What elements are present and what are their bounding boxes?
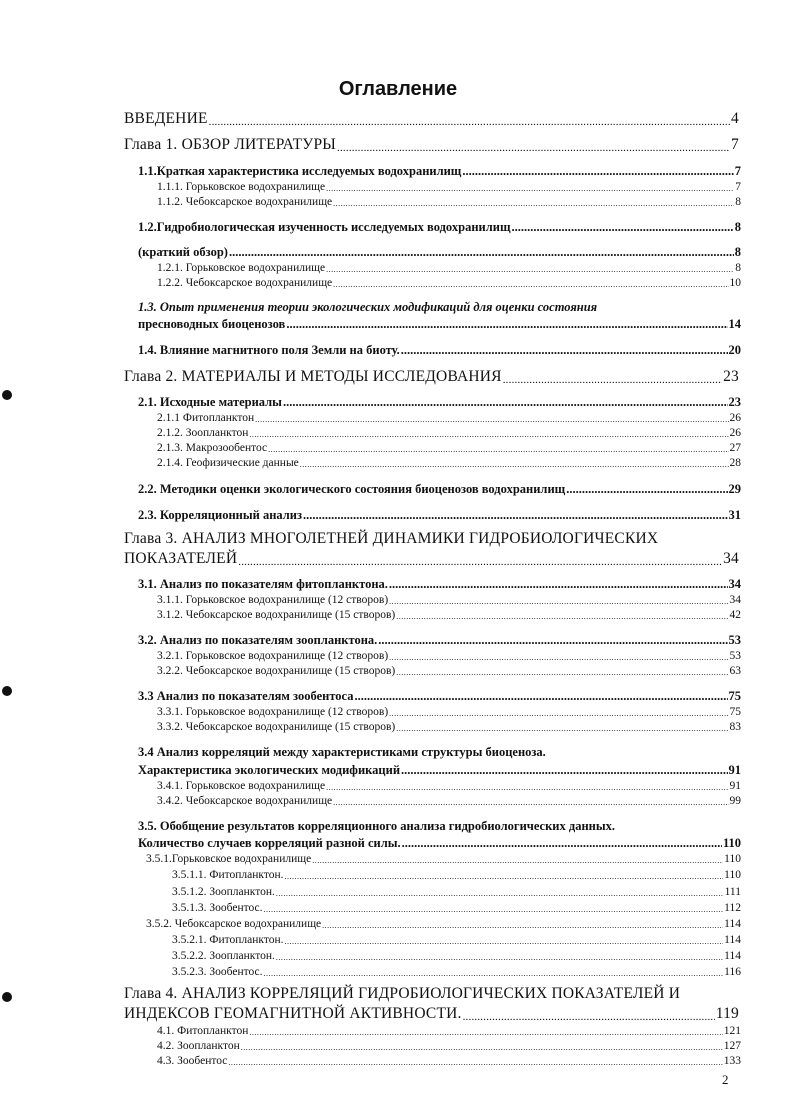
toc-page-number: 29 [728, 482, 741, 496]
leader-dots [249, 430, 728, 439]
leader-dots [241, 1043, 723, 1052]
toc-entry-subsection[interactable] [146, 853, 741, 865]
leader-dots [326, 783, 728, 792]
toc-entry-subsection[interactable] [157, 196, 741, 208]
toc-page-number: 75 [728, 689, 741, 703]
toc-entry-subsection[interactable] [172, 966, 741, 978]
toc-entry-text: 3.3.2. Чебоксарское водохранилище (15 створов) [157, 721, 396, 733]
toc-entry-text: 3.5. Обобщение результатов корреляционного анализа гидробиологических данных. [138, 819, 615, 833]
leader-dots [326, 265, 734, 274]
toc-entry-chapter-3[interactable] [124, 550, 739, 568]
toc-entry-text: 1.1.2. Чебоксарское водохранилище [157, 196, 333, 208]
leader-dots [462, 164, 733, 179]
toc-page-number: 34 [729, 594, 741, 606]
toc-page-number: 34 [723, 550, 739, 567]
leader-dots [401, 343, 728, 358]
leader-dots [396, 612, 728, 621]
toc-entry-text: 3.5.2.1. Фитопланктон. [172, 934, 284, 946]
toc-entry-subsection[interactable] [172, 902, 741, 914]
toc-entry-subsection[interactable] [172, 934, 741, 946]
toc-entry-section[interactable] [138, 220, 741, 235]
leader-dots [276, 889, 724, 898]
leader-dots [284, 937, 723, 946]
toc-entry-section[interactable] [138, 245, 741, 260]
toc-entry-text: 1.1.Краткая характеристика исследуемых водохранилищ [138, 164, 462, 178]
toc-page-number: 8 [734, 245, 741, 259]
leader-dots [389, 709, 728, 718]
toc-entry-text: 2.1. Исходные материалы [138, 395, 282, 409]
leader-dots [512, 220, 734, 235]
toc-page-number: 53 [729, 650, 741, 662]
toc-entry-section[interactable] [138, 763, 741, 778]
toc-entry-subsection[interactable] [157, 609, 741, 621]
toc-entry-text: 3.3.1. Горьковское водохранилище (12 створов) [157, 706, 389, 718]
leader-dots [503, 374, 722, 386]
toc-page-number: 91 [728, 763, 741, 777]
toc-page-number: 114 [724, 934, 741, 946]
toc-entry-text: 3.1.2. Чебоксарское водохранилище (15 створов) [157, 609, 396, 621]
toc-entry-subsection[interactable] [157, 665, 741, 677]
toc-page-number: 119 [715, 1005, 739, 1022]
toc-page-number: 31 [728, 508, 741, 522]
toc-page-number: 42 [729, 609, 741, 621]
toc-page-number: 116 [724, 966, 741, 978]
toc-page-number: 14 [728, 317, 741, 331]
toc-page-number: 8 [734, 220, 741, 234]
punch-hole-mark [2, 390, 12, 400]
toc-page-number: 23 [723, 368, 739, 385]
toc-entry-text: 3.1. Анализ по показателям фитопланктона. [138, 577, 388, 591]
toc-entry-text: 3.4.1. Горьковское водохранилище [157, 780, 326, 792]
toc-page-number: 111 [724, 886, 741, 898]
toc-entry-section[interactable] [138, 343, 741, 358]
toc-entry-text: 3.2.2. Чебоксарское водохранилище (15 створов) [157, 665, 396, 677]
toc-entry-subsection[interactable] [172, 869, 741, 881]
leader-dots [300, 460, 729, 469]
toc-entry-text: 3.5.2. Чебоксарское водохранилище [146, 918, 322, 930]
toc-page-number: 26 [729, 412, 741, 424]
toc-page-number: 53 [728, 633, 741, 647]
leader-dots [229, 245, 734, 260]
toc-page-number: 83 [729, 721, 741, 733]
toc-entry-text: 3.5.1.1. Фитопланктон. [172, 869, 284, 881]
toc-entry-subsection[interactable] [157, 721, 741, 733]
toc-page-number: 28 [729, 457, 741, 469]
punch-hole-mark [2, 992, 12, 1002]
leader-dots [333, 280, 728, 289]
toc-entry-subsection[interactable] [157, 442, 741, 454]
toc-entry-text: (краткий обзор) [138, 245, 228, 259]
toc-page-number: 112 [724, 902, 741, 914]
toc-entry-subsection[interactable] [157, 795, 741, 807]
toc-entry-text: Глава 2. МАТЕРИАЛЫ И МЕТОДЫ ИССЛЕДОВАНИЯ [124, 368, 502, 385]
toc-entry-section[interactable] [138, 508, 741, 523]
punch-hole-mark [2, 686, 12, 696]
toc-page-number: 114 [724, 918, 741, 930]
toc-entry-text: 1.1.1. Горьковское водохранилище [157, 181, 326, 193]
toc-entry-subsection[interactable] [157, 780, 741, 792]
toc-entry-text: Характеристика экологических модификаций [138, 763, 401, 777]
toc-entry-text: 3.5.1.Горьковское водохранилище [146, 853, 312, 865]
leader-dots [209, 116, 730, 128]
toc-page-number: 121 [723, 1025, 741, 1037]
toc-page-number: 7 [731, 136, 739, 153]
toc-entry-text: 3.4 Анализ корреляций между характеристиками структуры биоценоза. [138, 745, 546, 759]
toc-page-number: 75 [729, 706, 741, 718]
toc-entry-section[interactable] [138, 633, 741, 648]
leader-dots [255, 415, 728, 424]
toc-entry-text: 4.2. Зоопланктон [157, 1040, 240, 1052]
toc-entry-text: 1.2.Гидробиологическая изученность исследуемых водохранилищ [138, 220, 511, 234]
leader-dots [337, 142, 730, 154]
toc-entry-chapter-1[interactable] [124, 136, 739, 154]
leader-dots [283, 395, 728, 410]
toc-page-number: 4 [731, 110, 739, 127]
toc-entry-section[interactable] [138, 689, 741, 704]
toc-entry-subsection[interactable] [157, 181, 741, 193]
toc-entry-section[interactable] [138, 395, 741, 410]
toc-entry-subsection[interactable] [157, 277, 741, 289]
leader-dots [276, 953, 723, 962]
leader-dots [463, 1011, 715, 1023]
toc-entry-text: 3.2. Анализ по показателям зоопланктона. [138, 633, 378, 647]
toc-entry-chapter-2[interactable] [124, 368, 739, 386]
leader-dots [333, 798, 728, 807]
toc-page-number: 8 [735, 262, 741, 274]
toc-entry-subsection[interactable] [157, 412, 741, 424]
page-title: Оглавление [338, 78, 458, 100]
toc-entry-text: 2.1.2. Зоопланктон [157, 427, 249, 439]
toc-entry-text: 2.1.4. Геофизические данные [157, 457, 299, 469]
toc-entry-subsection[interactable] [157, 1040, 741, 1052]
toc-entry-text: 1.4. Влияние магнитного поля Земли на биоту. [138, 343, 400, 357]
toc-entry-subsection[interactable] [157, 706, 741, 718]
toc-entry-subsection[interactable] [146, 918, 741, 930]
leader-dots [566, 482, 727, 497]
toc-entry-text: Глава 4. АНАЛИЗ КОРРЕЛЯЦИЙ ГИДРОБИОЛОГИЧЕСКИХ ПОКАЗАТЕЛЕЙ И [124, 985, 681, 1002]
toc-entry-text: 1.2.2. Чебоксарское водохранилище [157, 277, 333, 289]
toc-entry-text: 3.3 Анализ по показателям зообентоса [138, 689, 354, 703]
leader-dots [228, 1058, 722, 1067]
toc-page-number: 26 [729, 427, 741, 439]
toc-page-number: 27 [729, 442, 741, 454]
toc-entry-section[interactable] [138, 317, 741, 332]
toc-entry-text: 3.5.2.2. Зоопланктон. [172, 950, 275, 962]
toc-entry-subsection[interactable] [157, 594, 741, 606]
leader-dots [401, 763, 727, 778]
toc-entry-text: 3.5.1.2. Зоопланктон. [172, 886, 275, 898]
toc-entry-chapter-4[interactable] [124, 1005, 739, 1023]
leader-dots [322, 921, 723, 930]
toc-entry-text: Глава 1. ОБЗОР ЛИТЕРАТУРЫ [124, 136, 337, 153]
toc-page-number: 91 [729, 780, 741, 792]
toc-entry-text: 3.2.1. Горьковское водохранилище (12 створов) [157, 650, 389, 662]
leader-dots [396, 724, 728, 733]
toc-entry-subsection[interactable] [157, 262, 741, 274]
toc-entry-text: 3.5.2.3. Зообентос. [172, 966, 263, 978]
toc-page-number: 110 [722, 836, 741, 850]
leader-dots [249, 1028, 722, 1037]
toc-entry-text: ИНДЕКСОВ ГЕОМАГНИТНОЙ АКТИВНОСТИ. [124, 1005, 462, 1022]
toc-page-number: 10 [729, 277, 741, 289]
toc-entry-text: 2.1.3. Макрозообентос [157, 442, 268, 454]
toc-entry-text: 2.3. Корреляционный анализ [138, 508, 302, 522]
toc-entry-subsection[interactable] [172, 886, 741, 898]
toc-page-number: 7 [735, 181, 741, 193]
toc-entry-text: Количество случаев корреляций разной силы. [138, 836, 401, 850]
toc-entry-text: 3.4.2. Чебоксарское водохранилище [157, 795, 333, 807]
toc-entry-text: пресноводных биоценозов [138, 317, 286, 331]
toc-entry-text: 1.2.1. Горьковское водохранилище [157, 262, 326, 274]
toc-page-number: 110 [724, 853, 741, 865]
leader-dots [238, 556, 722, 568]
leader-dots [396, 668, 728, 677]
toc-page-number: 114 [724, 950, 741, 962]
leader-dots [263, 969, 723, 978]
toc-page-number: 20 [728, 343, 741, 357]
leader-dots [263, 905, 723, 914]
toc-entry-subsection[interactable] [172, 950, 741, 962]
toc-entry-text: ВВЕДЕНИЕ [124, 110, 208, 127]
page-number: 2 [722, 1072, 729, 1087]
leader-dots [333, 199, 734, 208]
toc-entry-text: ПОКАЗАТЕЛЕЙ [124, 550, 238, 567]
leader-dots [402, 836, 722, 851]
leader-dots [378, 633, 727, 648]
toc-entry-subsection[interactable] [157, 1055, 741, 1067]
leader-dots [286, 317, 727, 332]
toc-entry-text: Глава 3. АНАЛИЗ МНОГОЛЕТНЕЙ ДИНАМИКИ ГИДРОБИОЛОГИЧЕСКИХ [124, 530, 659, 547]
toc-entry-text: 2.1.1 Фитопланктон [157, 412, 255, 424]
toc-entry-text: 4.1. Фитопланктон [157, 1025, 249, 1037]
leader-dots [389, 653, 728, 662]
toc-entry-text: 1.3. Опыт применения теории экологических модификаций для оценки состояния [138, 300, 598, 314]
leader-dots [326, 184, 734, 193]
toc-page-number: 99 [729, 795, 741, 807]
toc-entry-introduction[interactable] [124, 110, 739, 128]
toc-entry-text: 3.1.1. Горьковское водохранилище (12 створов) [157, 594, 389, 606]
toc-entry-subsection[interactable] [157, 457, 741, 469]
leader-dots [389, 577, 728, 592]
toc-entry-text: 4.3. Зообентос [157, 1055, 228, 1067]
toc-entry-subsection[interactable] [157, 427, 741, 439]
toc-page-number: 23 [728, 395, 741, 409]
toc-page-number: 110 [724, 869, 741, 881]
leader-dots [389, 597, 728, 606]
toc-entry-section[interactable] [138, 164, 741, 179]
toc-entry-text: 2.2. Методики оценки экологического состояния биоценозов водохранилищ [138, 482, 566, 496]
toc-page-number: 133 [723, 1055, 741, 1067]
leader-dots [303, 508, 728, 523]
leader-dots [268, 445, 728, 454]
toc-entry-subsection[interactable] [157, 650, 741, 662]
toc-page-number: 34 [728, 577, 741, 591]
leader-dots [355, 689, 728, 704]
toc-entry-text: 3.5.1.3. Зообентос. [172, 902, 263, 914]
toc-entry-section[interactable] [138, 577, 741, 592]
toc-page-number: 7 [734, 164, 741, 178]
toc-entry-subsection[interactable] [157, 1025, 741, 1037]
toc-page-number: 127 [723, 1040, 741, 1052]
leader-dots [312, 856, 723, 865]
toc-entry-section[interactable] [138, 482, 741, 497]
toc-page-number: 63 [729, 665, 741, 677]
toc-page-number: 8 [735, 196, 741, 208]
leader-dots [284, 872, 723, 881]
toc-entry-section[interactable] [138, 836, 741, 851]
